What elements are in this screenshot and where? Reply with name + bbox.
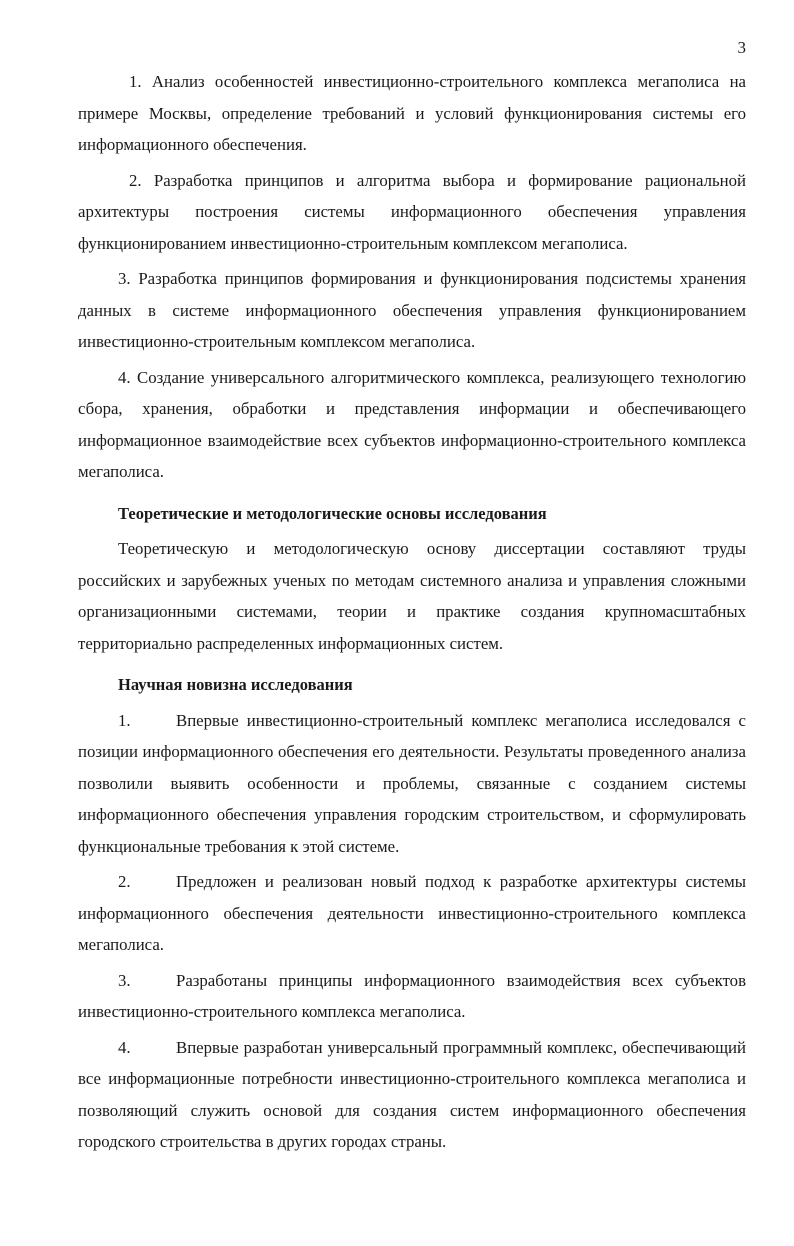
novelty-item bbox=[78, 866, 746, 961]
novelty-item-text: Впервые разработан универсальный программный комплекс, обеспечивающий все информационные потребности инвестиционно-строительного комплекса мегаполиса и позволяющий служить основой для создания систем информационного обеспечения городского строительства в других городах страны. bbox=[78, 1037, 746, 1151]
novelty-item-number: 3. bbox=[118, 970, 131, 990]
page-number: 3 bbox=[737, 38, 746, 57]
section-heading-novelty: Научная новизна исследования bbox=[118, 675, 353, 694]
task-paragraph: 1. Анализ особенностей инвестиционно-строительного комплекса мегаполиса на примере Москвы, определение требований и условий функционирования системы его информационного обеспечения. bbox=[78, 72, 746, 154]
page-content bbox=[78, 66, 746, 1158]
novelty-item-text: Впервые инвестиционно-строительный комплекс мегаполиса исследовался с позиции информационного обеспечения его деятельности. Результаты проведенного анализа позволили выявить особенности и проблемы, связанные с созданием системы информационного обеспечения управления городским строительством, и сформулировать функциональные требования к этой системе. bbox=[78, 710, 746, 856]
novelty-item-text: Предложен и реализован новый подход к разработке архитектуры системы информационного обеспечения деятельности инвестиционно-строительного комплекса мегаполиса. bbox=[78, 872, 746, 954]
novelty-item-number: 1. bbox=[118, 710, 131, 730]
task-paragraph: 2. Разработка принципов и алгоритма выбора и формирование рациональной архитектуры построения системы информационного обеспечения управления функционированием инвестиционно-строительным комплексом мегаполиса. bbox=[78, 170, 746, 253]
novelty-item-number: 2. bbox=[118, 872, 131, 891]
section-heading-theory: Теоретические и методологические основы исследования bbox=[118, 503, 547, 523]
task-paragraph: 3. Разработка принципов формирования и функционирования подсистемы хранения данных в системе информационного обеспечения управления функционированием инвестиционно-строительным комплексом мегаполиса. bbox=[78, 269, 746, 351]
task-paragraph: 4. Создание универсального алгоритмического комплекса, реализующего технологию сбора, хранения, обработки и представления информации и обеспечивающего информационное взаимодействие всех субъектов информационно-строительного комплекса мегаполиса. bbox=[78, 367, 746, 481]
theory-paragraph: Теоретическую и методологическую основу диссертации составляют труды российских и зарубежных ученых по методам системного анализа и управления сложными организационными системами, теории и практике создания крупномасштабных территориально распределенных информационных систем. bbox=[78, 539, 746, 653]
novelty-item-text: Разработаны принципы информационного взаимодействия всех субъектов инвестиционно-строительного комплекса мегаполиса. bbox=[78, 970, 746, 1021]
novelty-item-number: 4. bbox=[118, 1037, 131, 1057]
novelty-item bbox=[78, 705, 746, 863]
novelty-item bbox=[78, 1032, 746, 1158]
novelty-item bbox=[78, 965, 746, 1028]
